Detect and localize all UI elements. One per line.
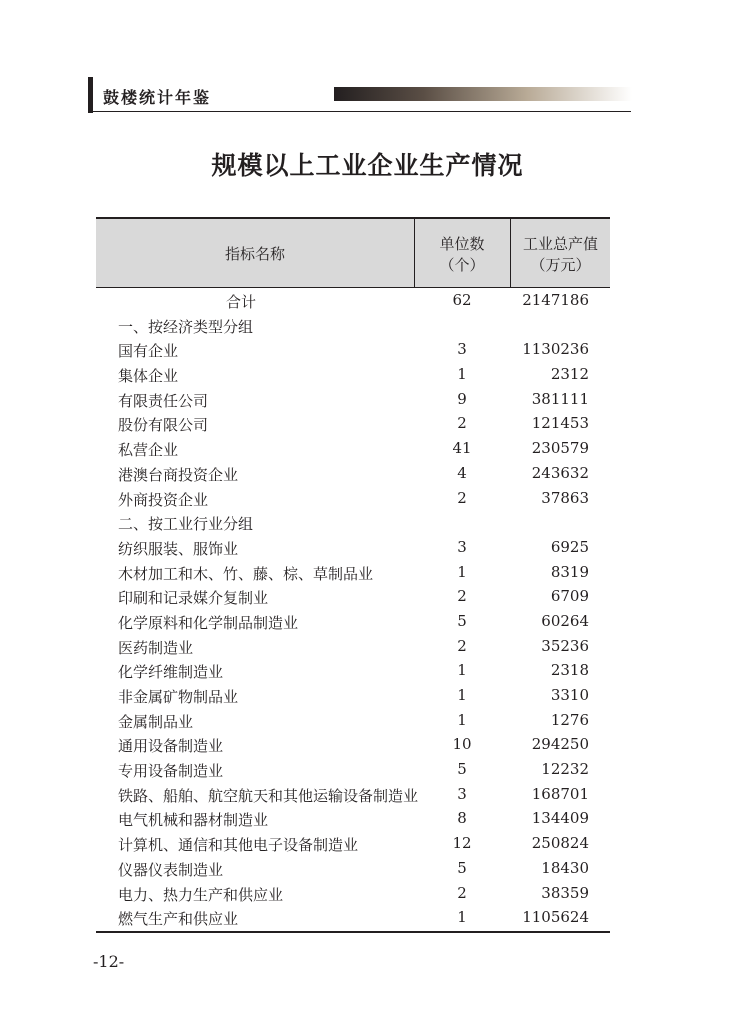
cell-value: 38359: [541, 883, 589, 902]
table-row: [96, 535, 610, 560]
cell-value: 2318: [550, 661, 589, 680]
cell-units: 1: [457, 908, 467, 927]
cell-units: 5: [457, 858, 467, 877]
cell-units: 12: [452, 834, 472, 853]
table-row: [96, 634, 610, 659]
cell-value: 60264: [541, 611, 589, 630]
cell-units: 41: [452, 439, 472, 458]
cell-name: 港澳台商投资企业: [118, 465, 239, 484]
cell-value: 12232: [541, 760, 589, 779]
cell-units: 2: [457, 636, 467, 655]
cell-name: 计算机、通信和其他电子设备制造业: [118, 836, 359, 855]
table-row: [96, 411, 610, 436]
cell-name: 非金属矿物制品业: [118, 688, 239, 706]
table-row: [96, 560, 610, 585]
table-row: [96, 757, 610, 782]
cell-name: 私营企业: [118, 441, 179, 460]
cell-value: 230579: [531, 439, 589, 458]
cell-name: 一、按经济类型分组: [118, 317, 254, 336]
table-row: [96, 486, 610, 511]
cell-name: 国有企业: [118, 342, 179, 361]
header-gradient-band: [334, 87, 632, 101]
cell-units: 1: [457, 710, 467, 729]
cell-name: 合计: [225, 293, 256, 311]
table-row: [96, 806, 610, 831]
cell-name: 二、按工业行业分组: [118, 515, 254, 534]
cell-name: 化学纤维制造业: [118, 663, 224, 682]
table-row: [96, 510, 610, 535]
cell-units: 1: [457, 661, 467, 680]
cell-name: 通用设备制造业: [118, 737, 224, 756]
table-row: [96, 313, 610, 338]
cell-name: 燃气生产和供应业: [118, 910, 239, 929]
table-row: [96, 905, 610, 930]
cell-value: 121453: [531, 414, 589, 433]
book-title: 鼓楼统计年鉴: [103, 88, 212, 107]
cell-name: 电气机械和器材制造业: [118, 811, 269, 830]
cell-units: 5: [457, 760, 467, 779]
cell-value: 381111: [531, 389, 589, 408]
cell-value: 3310: [550, 686, 589, 704]
table-row: [96, 881, 610, 906]
table-row: [96, 782, 610, 807]
cell-value: 250824: [531, 834, 589, 853]
cell-name: 有限责任公司: [118, 391, 209, 410]
cell-name: 集体企业: [118, 367, 179, 386]
cell-units: 2: [457, 883, 467, 902]
cell-value: 35236: [541, 636, 589, 655]
cell-value: 2147186: [522, 291, 589, 309]
cell-name: 股份有限公司: [118, 416, 209, 435]
cell-name: 电力、热力生产和供应业: [118, 885, 284, 904]
cell-value: 8319: [550, 562, 589, 581]
cell-value: 2312: [550, 365, 589, 384]
statistics-table: [96, 217, 610, 933]
column-header-name: 指标名称: [96, 219, 415, 287]
table-row-total: [96, 288, 610, 313]
cell-value: 294250: [531, 735, 589, 754]
table-row: [96, 337, 610, 362]
cell-units: 2: [457, 414, 467, 433]
cell-name: 仪器仪表制造业: [118, 860, 224, 879]
cell-name: 外商投资企业: [118, 490, 209, 509]
cell-units: 1: [457, 562, 467, 581]
header-bar: [88, 77, 93, 113]
table-row: [96, 362, 610, 387]
cell-value: 134409: [531, 809, 589, 828]
cell-units: 1: [457, 686, 467, 704]
table-row: [96, 856, 610, 881]
cell-units: 10: [452, 735, 472, 754]
cell-name: 木材加工和木、竹、藤、棕、草制品业: [118, 564, 374, 583]
cell-name: 金属制品业: [118, 712, 194, 731]
running-header: [88, 77, 631, 113]
table-row: [96, 683, 610, 708]
cell-name: 铁路、船舶、航空航天和其他运输设备制造业: [118, 786, 419, 805]
table-row: [96, 609, 610, 634]
table-row: [96, 436, 610, 461]
cell-name: 纺织服装、服饰业: [118, 539, 239, 558]
cell-units: 2: [457, 587, 467, 606]
table-row: [96, 732, 610, 757]
cell-units: 9: [457, 389, 467, 408]
table-row: [96, 708, 610, 733]
column-header-value: 工业总产值 （万元）: [522, 235, 598, 274]
cell-value: 18430: [541, 858, 589, 877]
cell-name: 化学原料和化学制品制造业: [118, 613, 299, 632]
table-row: [96, 658, 610, 683]
cell-units: 5: [457, 611, 467, 630]
table-row: [96, 831, 610, 856]
cell-units: 3: [457, 784, 467, 803]
cell-value: 1130236: [522, 340, 589, 359]
table-row: [96, 387, 610, 412]
cell-value: 6925: [550, 537, 589, 556]
column-header-units: 单位数 （个）: [414, 219, 511, 287]
cell-name: 专用设备制造业: [118, 762, 224, 781]
cell-value: 37863: [541, 488, 589, 507]
cell-value: 1105624: [522, 908, 589, 927]
cell-units: 4: [457, 463, 467, 482]
cell-units: 2: [457, 488, 467, 507]
cell-units: 62: [452, 291, 472, 309]
table-body: [96, 288, 610, 930]
page-number: -12-: [93, 952, 125, 971]
cell-units: 8: [457, 809, 467, 828]
cell-value: 168701: [531, 784, 589, 803]
cell-name: 医药制造业: [118, 638, 194, 657]
cell-units: 3: [457, 537, 467, 556]
cell-value: 243632: [531, 463, 589, 482]
table-row: [96, 461, 610, 486]
cell-name: 印刷和记录媒介复制业: [118, 589, 269, 608]
table-row: [96, 584, 610, 609]
cell-value: 6709: [550, 587, 589, 606]
cell-value: 1276: [550, 710, 589, 729]
page-title: 规模以上工业企业生产情况: [211, 151, 524, 180]
cell-units: 1: [457, 365, 467, 384]
header-rule: [88, 111, 631, 112]
table-bottom-rule: [96, 931, 610, 933]
table-header: [96, 217, 610, 288]
cell-units: 3: [457, 340, 467, 359]
